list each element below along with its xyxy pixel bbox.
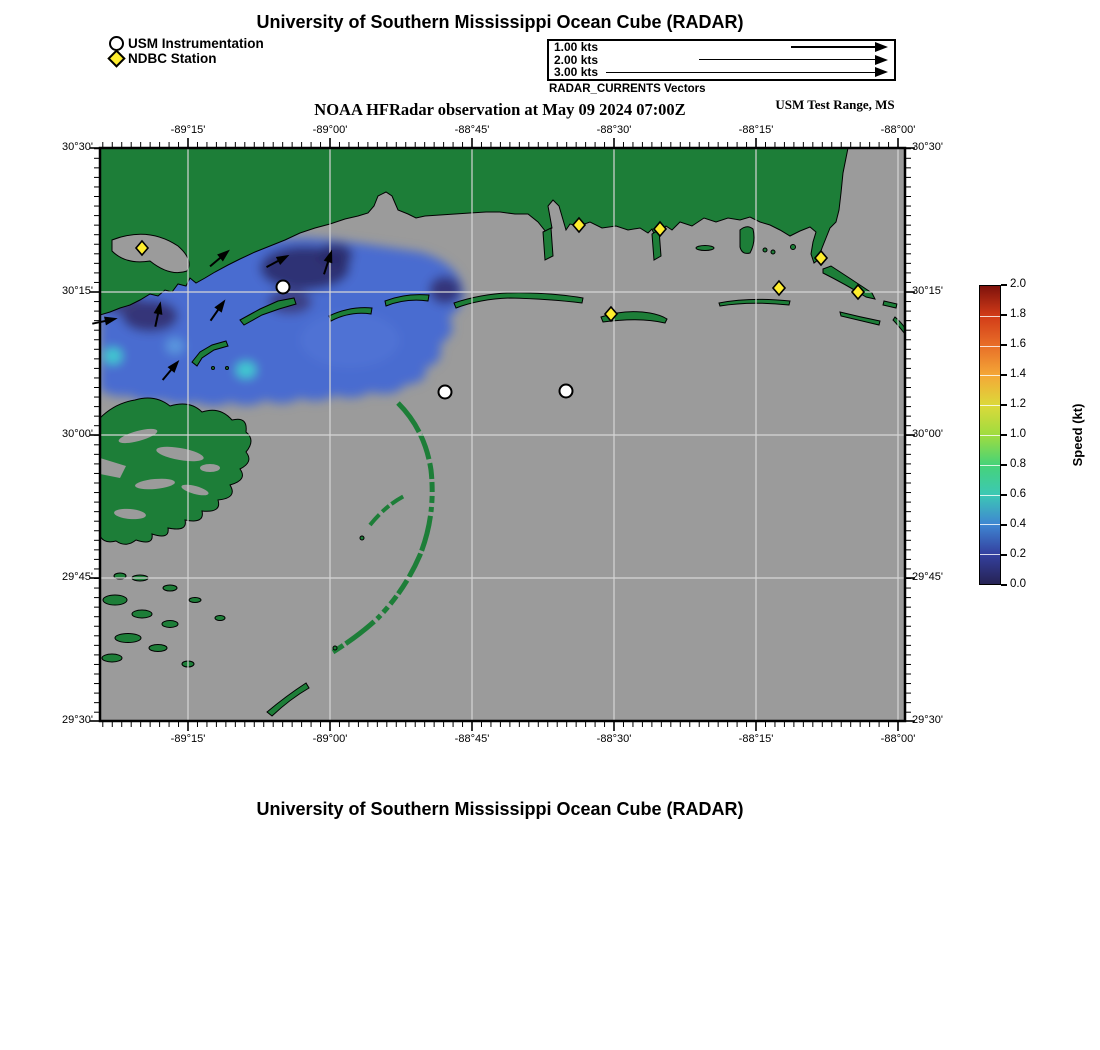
y-axis-label-right: 29°30' (912, 714, 943, 726)
colorbar-tick (1001, 314, 1007, 316)
round-island (696, 246, 714, 251)
colorbar-tick-label: 0.0 (1010, 578, 1026, 590)
vector-scale-arrow (791, 42, 888, 52)
y-axis-label-left: 29°45' (62, 571, 93, 583)
figure-title-bottom: University of Southern Mississippi Ocean Cube (RADAR) (256, 799, 744, 819)
colorbar-tick-label: 0.8 (1010, 458, 1026, 470)
vector-scale-label: 3.00 kts (554, 65, 599, 80)
y-axis-label-right: 30°30' (912, 141, 943, 153)
vector-scale-caption: RADAR_CURRENTS Vectors (549, 83, 706, 95)
vector-scale-row (549, 66, 894, 79)
speed-colorbar (979, 285, 1001, 585)
colorbar-tick-label: 1.4 (1010, 368, 1026, 380)
x-axis-label-bottom: -89°15' (170, 733, 206, 745)
colorbar-separator (980, 554, 1000, 555)
usm-instrumentation-marker (560, 385, 573, 398)
colorbar-tick (1001, 524, 1007, 526)
x-axis-label-bottom: -89°00' (312, 733, 348, 745)
map-canvas (88, 136, 917, 733)
colorbar-separator (980, 524, 1000, 525)
speed-field-patch (300, 312, 400, 368)
islet (791, 245, 796, 250)
y-axis-label-left: 30°30' (62, 141, 93, 153)
observation-subtitle: NOAA HFRadar observation at May 09 2024 07:00Z (314, 100, 686, 119)
vector-arrowhead-icon (875, 55, 888, 65)
vector-arrow-shaft (791, 46, 879, 47)
y-axis-label-right: 30°00' (912, 428, 943, 440)
figure-title-top: University of Southern Mississippi Ocean Cube (RADAR) (256, 12, 744, 32)
colorbar-separator (980, 316, 1000, 317)
grand-bay-island (740, 227, 754, 254)
colorbar-tick (1001, 284, 1007, 286)
usm-instrumentation-marker (277, 281, 290, 294)
vector-scale-label: 1.00 kts (554, 40, 599, 54)
legend-row-ndbc (109, 51, 264, 66)
colorbar-separator (980, 495, 1000, 496)
x-axis-label-top: -88°15' (738, 124, 774, 136)
legend (109, 36, 264, 66)
colorbar-tick-label: 1.2 (1010, 398, 1026, 410)
colorbar-tick (1001, 554, 1007, 556)
speed-field-patch (317, 243, 353, 267)
colorbar-tick-label: 1.8 (1010, 308, 1026, 320)
colorbar-tick (1001, 464, 1007, 466)
y-axis-label-left: 30°15' (62, 285, 93, 297)
colorbar-separator (980, 346, 1000, 347)
colorbar-tick (1001, 344, 1007, 346)
speed-field-patch (236, 362, 256, 378)
colorbar-tick-label: 1.0 (1010, 428, 1026, 440)
x-axis-label-bottom: -88°00' (880, 733, 916, 745)
colorbar-separator (980, 405, 1000, 406)
y-axis-label-right: 30°15' (912, 285, 943, 297)
speed-field-patch (104, 348, 122, 364)
speed-field-patch (166, 338, 184, 354)
colorbar-tick-label: 0.2 (1010, 548, 1026, 560)
legend-usm-label: USM Instrumentation (128, 36, 264, 51)
colorbar-tick-label: 0.6 (1010, 488, 1026, 500)
vector-scale-box (547, 39, 896, 81)
islet (763, 248, 767, 252)
colorbar-tick-label: 0.4 (1010, 518, 1026, 530)
colorbar-separator (980, 375, 1000, 376)
x-axis-label-bottom: -88°30' (596, 733, 632, 745)
colorbar-tick (1001, 584, 1007, 586)
y-axis-label-left: 29°30' (62, 714, 93, 726)
vector-scale-row (549, 41, 894, 54)
y-axis-label-left: 30°00' (62, 428, 93, 440)
region-label: USM Test Range, MS (775, 97, 895, 112)
deer-island (543, 228, 553, 260)
vector-arrow-shaft (699, 59, 879, 60)
x-axis-label-bottom: -88°15' (738, 733, 774, 745)
vector-arrow-shaft (606, 72, 879, 73)
colorbar-separator (980, 465, 1000, 466)
islet (226, 367, 229, 370)
legend-row-usm (109, 36, 264, 51)
vector-scale-label: 2.00 kts (554, 52, 599, 67)
colorbar-tick (1001, 494, 1007, 496)
x-axis-label-top: -89°00' (312, 124, 348, 136)
colorbar-tick-label: 1.6 (1010, 338, 1026, 350)
vector-scale-arrow (606, 67, 888, 77)
ndbc-station-icon (107, 49, 125, 67)
islet (360, 536, 364, 540)
vector-arrowhead-icon (875, 42, 888, 52)
speed-field-patch (429, 276, 461, 304)
vector-scale-arrow (699, 55, 888, 65)
islet (212, 367, 215, 370)
x-axis-label-top: -88°00' (880, 124, 916, 136)
legend-ndbc-label: NDBC Station (128, 51, 217, 66)
x-axis-label-top: -89°15' (170, 124, 206, 136)
colorbar-tick-label: 2.0 (1010, 278, 1026, 290)
colorbar-tick (1001, 434, 1007, 436)
colorbar-separator (980, 435, 1000, 436)
usm-instrumentation-marker (439, 386, 452, 399)
x-axis-label-top: -88°30' (596, 124, 632, 136)
x-axis-label-bottom: -88°45' (454, 733, 490, 745)
x-axis-label-top: -88°45' (454, 124, 490, 136)
colorbar-tick (1001, 404, 1007, 406)
islet (771, 250, 775, 254)
vector-arrowhead-icon (875, 67, 888, 77)
colorbar-tick (1001, 374, 1007, 376)
colorbar-title: Speed (kt) (1070, 403, 1085, 467)
y-axis-label-right: 29°45' (912, 571, 943, 583)
vector-scale-row (549, 54, 894, 67)
islet (333, 646, 337, 650)
